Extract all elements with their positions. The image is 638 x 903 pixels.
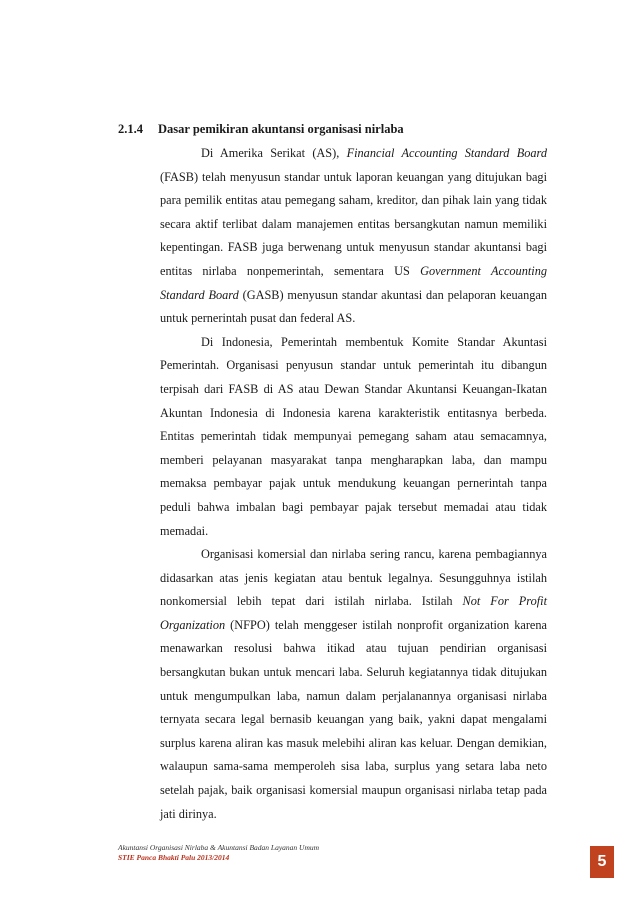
- body-text: [160, 142, 547, 826]
- page-number-badge: 5: [590, 846, 614, 878]
- section-heading: [118, 122, 404, 137]
- footer-institution: STIE Panca Bhakti Palu 2013/2014: [118, 853, 230, 862]
- p1-text-a: Di Amerika Serikat (AS),: [201, 146, 347, 160]
- p1-emphasis-gasb: Government Accounting Standard Board: [160, 263, 547, 302]
- p3-text-c: (NFPO) telah menggeser istilah nonprofit organization karena menawarkan resolusi bahwa itikad atau tujuan pendirian organisasi bersangkutan bukan untuk mencari laba. Seluruh kegiatannya tidak ditujukan untuk mengumpulkan laba, namun dalam perjalanannya organisasi nirlaba ternyata secara legal bernasib keuangan yang baik, yakni dapat mengalami surplus karena aliran kas masuk melebihi aliran kas keluar. Dengan demikian, walaupun sama-sama memperoleh sisa laba, surplus yang setara laba neto setelah pajak, baik organisasi komersial maupun organisasi nirlaba tetap pada jati dirinya.: [160, 617, 547, 821]
- section-number: 2.1.4: [118, 122, 143, 136]
- page-footer: [118, 843, 319, 863]
- footer-book-title: Akuntansi Organisasi Nirlaba & Akuntansi Badan Layanan Umum: [118, 843, 320, 852]
- p1-text-c: (FASB) telah menyusun standar untuk laporan keuangan yang ditujukan bagi para pemilik entitas atau pemegang saham, kreditor, dan pihak lain yang tidak secara aktif terlibat dalam manajemen entitas bersangkutan namun memiliki kepentingan. FASB juga berwenang untuk menyusun standar akuntansi bagi entitas nirlaba nonpemerintah, sementara US: [160, 169, 547, 278]
- section-title: Dasar pemikiran akuntansi organisasi nirlaba: [158, 122, 404, 136]
- p1-text-e: (GASB) menyusun standar akuntasi dan pelaporan keuangan untuk pernerintah pusat dan federal AS.: [160, 287, 547, 326]
- p3-emphasis-nfpo: Not For Profit Organization: [160, 594, 547, 632]
- p1-emphasis-fasb: Financial Accounting Standard Board: [346, 146, 547, 160]
- paragraph-2: Di Indonesia, Pemerintah membentuk Komite Standar Akuntasi Pemerintah. Organisasi penyusun standar untuk pemerintah itu dibangun terpisah dari FASB di AS atau Dewan Standar Akuntansi Keuangan-Ikatan Akuntan Indonesia di Indonesia karena karakteristik entitasnya berbeda. Entitas pemerintah tidak mempunyai pemegang saham atau semacamnya, memberi pelayanan masyarakat tanpa mengharapkan laba, dan mampu memaksa pembayar pajak untuk mendukung keuangan pernerintah tanpa peduli bahwa imbalan bagi pembayar pajak tersebut memadai atau tidak memadai.: [160, 334, 547, 538]
- p3-text-a: Organisasi komersial dan nirlaba sering rancu, karena pembagiannya didasarkan atas jenis kegiatan atau bentuk legalnya. Sesungguhnya istilah nonkomersial lebih tepat dari istilah nirlaba. Istilah: [160, 547, 547, 609]
- paragraph-3: [160, 543, 547, 826]
- paragraph-1: [160, 142, 547, 331]
